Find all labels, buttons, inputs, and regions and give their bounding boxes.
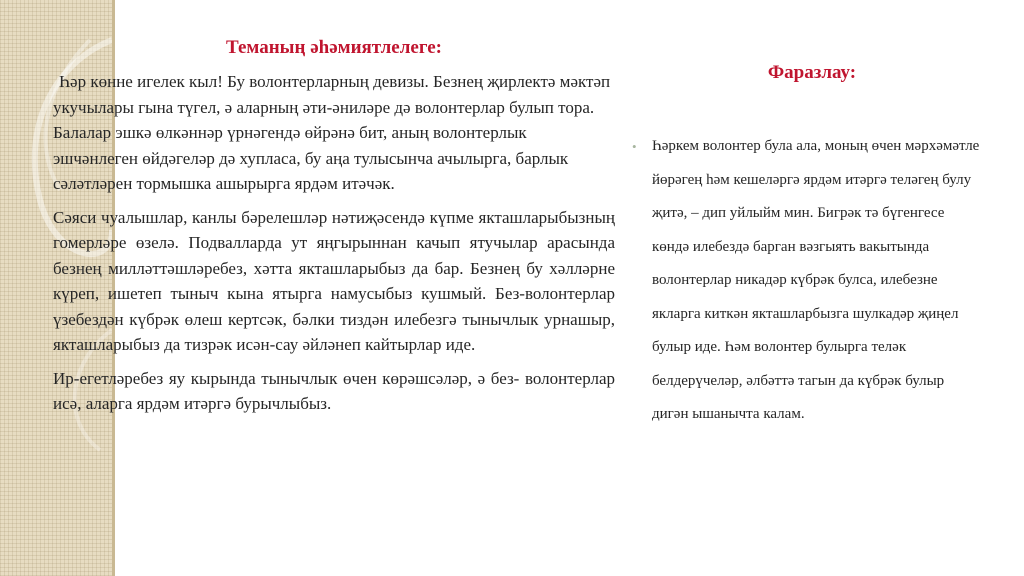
left-title: Теманың әһәмиятлелеге: [226,37,442,58]
left-column [53,35,615,425]
paragraph-1: Һәр көнне игелек кыл! Бу волонтерларның девизы. Безнең җирлектә мәктәп укучылары гына түгел, ә аларның әти-әниләре дә волонтерлар булып тора. Балалар эшкә өлкәннәр үрнәгендә өйрәнә бит, аның волонтерлык эшчәнлеген өйдәгеләр дә хупласа, бу аңа тулысынча ачылырга, барлык сәләтләрен тормышка ашырырга ярдәм итәчәк. [53,72,611,193]
paragraph-3: Ир-егетләребез яу кырында тынычлык өчен көрәшсәләр, ә без- волонтерлар исә, аларга ярдәм итәргә бурычлыбыз. [53,368,615,413]
bullet-item [632,130,982,432]
bullet-icon: • [632,139,637,154]
right-column [632,58,982,432]
bullet-text: Һәркем волонтер була ала, моның өчен мәрхәмәтле йөрәгең һәм кешеләргә ярдәм итәргә теләгең булу җитә, – дип уйлыйм мин. Бигрәк тә бүгенгесе көндә илебездә барган вәзгыять вакытында волонтерлар никадәр күбрәк булса, илебезне якларга киткән якташларбызга шулкадәр җиңел булыр иде. Һәм волонтер булырга теләк белдерүчеләр, әлбәттә тагын да күбрәк булыр дигән ышанычта калам. [652,138,980,422]
right-title: Фаразлау: [767,62,857,83]
paragraph-2: Сәяси чуалышлар, канлы бәрелешләр нәтиҗәсендә күпме якташларыбызның гомерләре өзелә. Подвалларда ут яңгырыннан качып ятучылар арасында безнең милләттәшләребез, хәтта якташларыбыз да бар. Безнең бу хәлләрне күреп, ишетеп тыныч кына ятырга намусыбыз кушмый. Без-волонтерлар үзебездән күбрәк өлеш кертсәк, бәлки тиздән илебезгә тынычлык урнашыр, якташларыбыз да тизрәк исән-сау әйләнеп кайтырлар иде. [53,207,615,354]
